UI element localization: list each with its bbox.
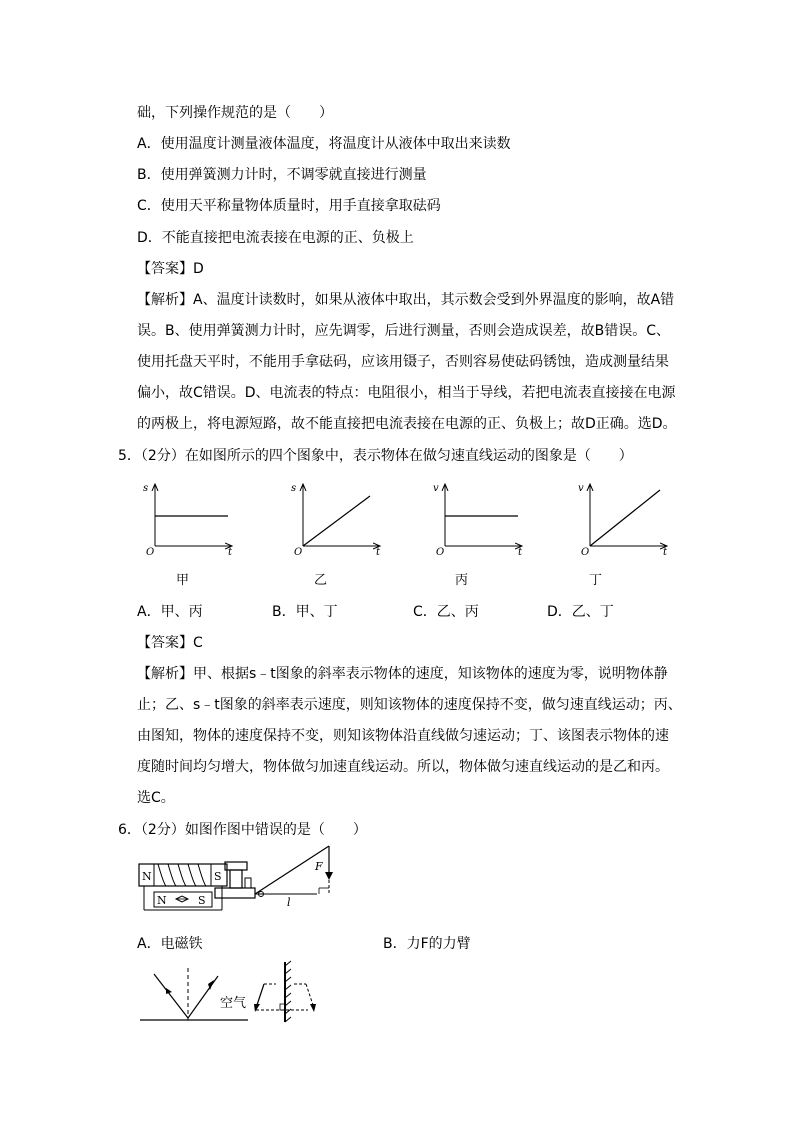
fig-b-label-l: l (287, 896, 291, 909)
graph-bing-xlabel: t (518, 547, 523, 558)
q4-stem-tail: 础，下列操作规范的是（ ） (137, 105, 333, 121)
fig-a-label-n-top: N (142, 870, 152, 883)
q4-analysis-line-3: 使用托盘天平时，不能用手拿砝码，应该用镊子，否则容易使砝码锈蚀，造成测量结果 (137, 354, 669, 370)
q5-analysis-line-3: 由图知，物体的速度保持不变，则知该物体沿直线做匀速运动；丁、该图表示物体的速 (137, 728, 669, 744)
q4-analysis-line-1: 【解析】A、温度计读数时，如果从液体中取出，其示数会受到外界温度的影响，故A错 (137, 292, 675, 308)
fig-b-label-f: F (315, 860, 323, 873)
q6-figure-c-reflection (138, 962, 252, 1024)
graph-jia-ylabel: s (143, 483, 149, 494)
graph-ding-data-line (590, 490, 660, 546)
graph-yi-ylabel: s (291, 483, 297, 494)
fig-a-label-n-bottom: N (157, 894, 167, 907)
q6-option-b: B．力F的力臂 (383, 936, 471, 952)
graph-ding (578, 483, 668, 558)
graph-bing (433, 483, 523, 558)
q6-figure-d-plane-mirror (252, 960, 322, 1024)
q5-analysis-line-1: 【解析】甲、根据s﹣t图象的斜率表示物体的速度，知该物体的速度为零，说明物体静 (137, 666, 668, 682)
graph-yi-data-line (303, 496, 370, 546)
q5-analysis-line-2: 止；乙、s﹣t图象的斜率表示速度，则知该物体的速度保持不变，做匀速直线运动；丙、 (137, 697, 682, 713)
graph-ding-xlabel: t (663, 547, 668, 558)
graph-ding-origin: O (581, 547, 590, 558)
fig-a-label-s-bottom: S (198, 894, 206, 907)
q6-fig-c-label-air: 空气 (220, 996, 247, 1011)
q4-option-c: C．使用天平称量物体质量时，用手直接拿取砝码 (137, 198, 441, 214)
graph-yi-caption: 乙 (314, 573, 328, 588)
q4-analysis-line-2: 误。B、使用弹簧测力计时，应先调零，后进行测量，否则会造成误差，故B错误。C、 (137, 323, 670, 339)
graph-bing-ylabel: v (433, 483, 439, 494)
q5-option-d: D．乙、丁 (547, 604, 614, 620)
graph-yi-xlabel: t (376, 547, 381, 558)
q6-stem: 6．（2分）如图作图中错误的是（ ） (118, 822, 367, 838)
q4-option-b: B．使用弹簧测力计时，不调零就直接进行测量 (137, 167, 427, 183)
q6-figure-b-lever-arm (205, 842, 335, 912)
fig-a-label-s-top: S (214, 870, 222, 883)
graph-yi-origin: O (294, 547, 303, 558)
graph-ding-caption: 丁 (589, 573, 603, 588)
q5-option-b: B．甲、丁 (272, 604, 338, 620)
q4-analysis-line-4: 偏小，故C错误。D、电流表的特点：电阻很小，相当于导线，若把电流表直接接在电源 (137, 385, 676, 401)
q5-stem: 5．（2分）在如图所示的四个图象中，表示物体在做匀速直线运动的图象是（ ） (118, 448, 633, 464)
q5-analysis-line-5: 选C。 (137, 790, 175, 806)
q5-option-a: A．甲、丙 (137, 604, 203, 620)
graph-bing-caption: 丙 (455, 573, 469, 588)
graph-ding-ylabel: v (578, 483, 584, 494)
q4-option-a: A．使用温度计测量液体温度，将温度计从液体中取出来读数 (137, 136, 511, 152)
graph-jia-caption: 甲 (176, 573, 190, 588)
graph-jia-xlabel: t (228, 547, 233, 558)
graph-bing-origin: O (436, 547, 445, 558)
graph-jia (143, 483, 233, 558)
q5-answer: 【答案】C (137, 635, 203, 651)
q4-option-d: D．不能直接把电流表接在电源的正、负极上 (137, 230, 414, 246)
q5-option-c: C．乙、丙 (413, 604, 479, 620)
q4-analysis-line-5: 的两极上，将电源短路，故不能直接把电流表接在电源的正、负极上；故D正确。选D。 (137, 416, 677, 432)
q5-analysis-line-4: 度随时间均匀增大，物体做匀加速直线运动。所以，物体做匀速直线运动的是乙和丙。 (137, 759, 669, 775)
q4-answer: 【答案】D (137, 261, 204, 277)
graph-yi (291, 483, 381, 558)
graph-jia-origin: O (146, 547, 155, 558)
q5-motion-graphs (140, 478, 700, 558)
q6-option-a: A．电磁铁 (137, 936, 203, 952)
